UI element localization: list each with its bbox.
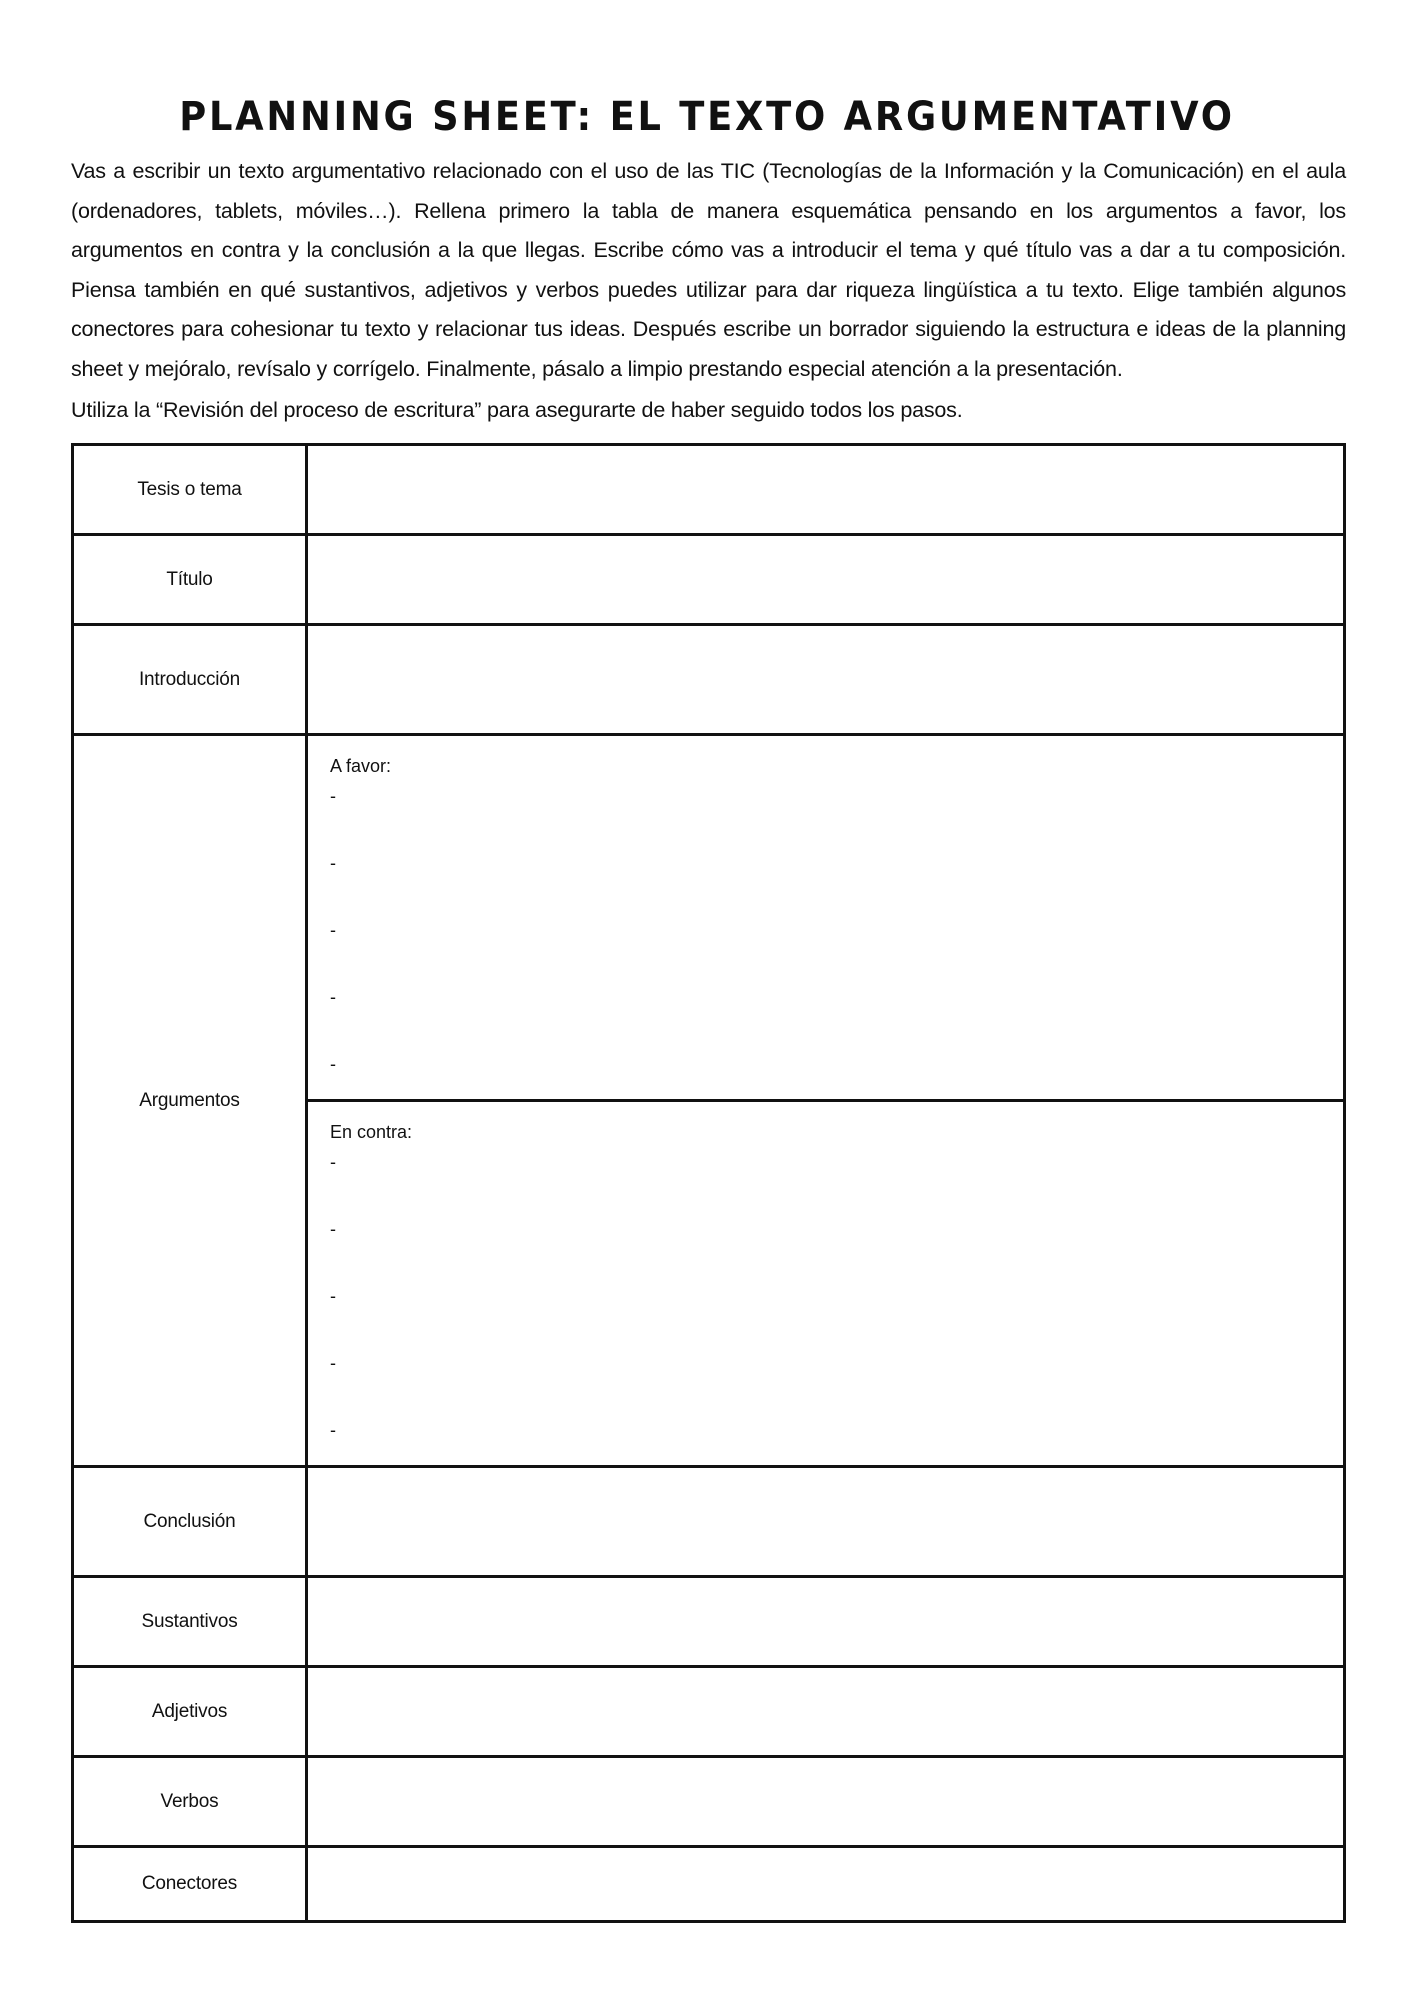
a-favor-bullet-2: - (330, 853, 336, 873)
field-conectores[interactable] (308, 1848, 1343, 1920)
field-adjetivos[interactable] (308, 1668, 1343, 1755)
en-contra-bullet-5: - (330, 1420, 336, 1440)
row-verbos (74, 1758, 1343, 1848)
label-verbos: Verbos (74, 1758, 308, 1845)
a-favor-bullet-5: - (330, 1054, 336, 1074)
field-introduccion[interactable] (308, 626, 1343, 733)
planning-table (71, 443, 1346, 1923)
field-verbos[interactable] (308, 1758, 1343, 1845)
row-tesis (74, 446, 1343, 536)
a-favor-bullet-4: - (330, 987, 336, 1007)
revision-instruction: Utiliza la “Revisión del proceso de escritura” para asegurarte de haber seguido todos los pasos. (71, 398, 963, 422)
field-tesis[interactable] (308, 446, 1343, 533)
field-conclusion[interactable] (308, 1468, 1343, 1575)
row-adjetivos (74, 1668, 1343, 1758)
row-sustantivos (74, 1578, 1343, 1668)
field-titulo[interactable] (308, 536, 1343, 623)
label-a-favor: A favor: (330, 756, 392, 776)
label-conclusion: Conclusión (74, 1468, 308, 1575)
field-sustantivos[interactable] (308, 1578, 1343, 1665)
label-conectores: Conectores (74, 1848, 308, 1920)
label-tesis: Tesis o tema (74, 446, 308, 533)
label-adjetivos: Adjetivos (74, 1668, 308, 1755)
en-contra-bullet-4: - (330, 1353, 336, 1373)
en-contra-bullet-1: - (330, 1152, 336, 1172)
row-conectores (74, 1848, 1343, 1920)
field-argumentos (308, 736, 1343, 1465)
a-favor-bullet-3: - (330, 920, 336, 940)
row-introduccion (74, 626, 1343, 736)
instructions-text: Vas a escribir un texto argumentativo relacionado con el uso de las TIC (Tecnologías de la Información y la Comunicación) en el aula (ordenadores, tablets, móviles…). Rellena primero la tabla de manera esquemática pensando en los argumentos a favor, los argumentos en contra y la conclusión a la que llegas. Escribe cómo vas a introducir el tema y qué título vas a dar a tu composición. Piensa también en qué sustantivos, adjetivos y verbos puedes utilizar para dar riqueza lingüística a tu texto. Elige también algunos conectores para cohesionar tu texto y relacionar tus ideas. Después escribe un borrador siguiendo la estructura e ideas de la planning sheet y mejóralo, revísalo y corrígelo. Finalmente, pásalo a limpio prestando especial atención a la presentación. (71, 159, 1346, 381)
row-argumentos (74, 736, 1343, 1468)
row-conclusion (74, 1468, 1343, 1578)
row-titulo (74, 536, 1343, 626)
label-titulo: Título (74, 536, 308, 623)
label-en-contra: En contra: (330, 1122, 413, 1142)
a-favor-bullet-1: - (330, 786, 336, 806)
label-argumentos: Argumentos (74, 736, 308, 1465)
en-contra-bullet-3: - (330, 1286, 336, 1306)
instructions-paragraph (71, 152, 1346, 389)
page-title: PLANNING SHEET: EL TEXTO ARGUMENTATIVO (179, 94, 1235, 140)
label-sustantivos: Sustantivos (74, 1578, 308, 1665)
label-introduccion: Introducción (74, 626, 308, 733)
en-contra-bullet-2: - (330, 1219, 336, 1239)
cell-a-favor[interactable] (308, 736, 1343, 1102)
cell-en-contra[interactable] (308, 1102, 1343, 1468)
